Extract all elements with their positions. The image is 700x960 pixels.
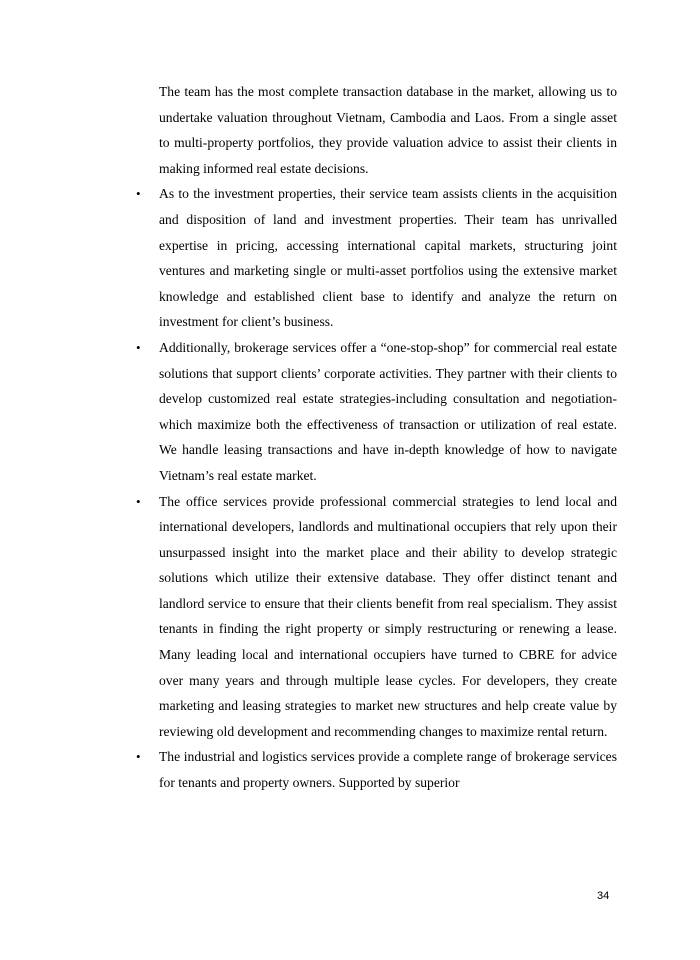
body-text — [136, 79, 617, 796]
bullet-item-investment — [136, 181, 617, 335]
page-number: 34 — [597, 890, 610, 902]
bullet-icon: • — [136, 339, 141, 355]
bullet-icon: • — [136, 749, 141, 765]
bullet-text: Additionally, brokerage services offer a “one-stop-shop” for commercial real estate solutions that support clients’ corporate activities. They partner with their clients to develop customized real estate strategies-including consultation and negotiation-which maximize both the effectiveness of transaction or utilization of real estate. We handle leasing transactions and have in-depth knowledge of how to navigate Vietnam’s real estate market. — [159, 339, 617, 483]
intro-paragraph: The team has the most complete transaction database in the market, allowing us to undertake valuation throughout Vietnam, Cambodia and Laos. From a single asset to multi-property portfolios, they provide valuation advice to assist their clients in making informed real estate decisions. — [159, 84, 617, 176]
bullet-text: The office services provide professional commercial strategies to lend local and international developers, landlords and multinational occupiers that rely upon their unsurpassed insight into the market place and their ability to develop strategic solutions which utilize their extensive database. They offer distinct tenant and landlord service to ensure that their clients benefit from real specialism. They assist tenants in finding the right property or simply restructuring or renewing a lease. Many leading local and international occupiers have turned to CBRE for advice over many years and through multiple lease cycles. For developers, they create marketing and leasing strategies to market new structures and help create value by reviewing old development and recommending changes to maximize rental return. — [159, 493, 617, 739]
bullet-text: The industrial and logistics services provide a complete range of brokerage services for tenants and property owners. Supported by superior — [159, 749, 617, 791]
bullet-text: As to the investment properties, their service team assists clients in the acquisition and disposition of land and investment properties. Their team has unrivalled expertise in pricing, accessing international capital markets, structuring joint ventures and marketing single or multi-asset portfolios using the extensive market knowledge and established client base to identify and analyze the return on investment for client’s business. — [159, 186, 617, 330]
bullet-icon: • — [136, 186, 141, 202]
bullet-item-office — [136, 489, 617, 745]
bullet-item-industrial — [136, 744, 617, 795]
bullet-item-brokerage — [136, 335, 617, 489]
bullet-icon: • — [136, 493, 141, 509]
